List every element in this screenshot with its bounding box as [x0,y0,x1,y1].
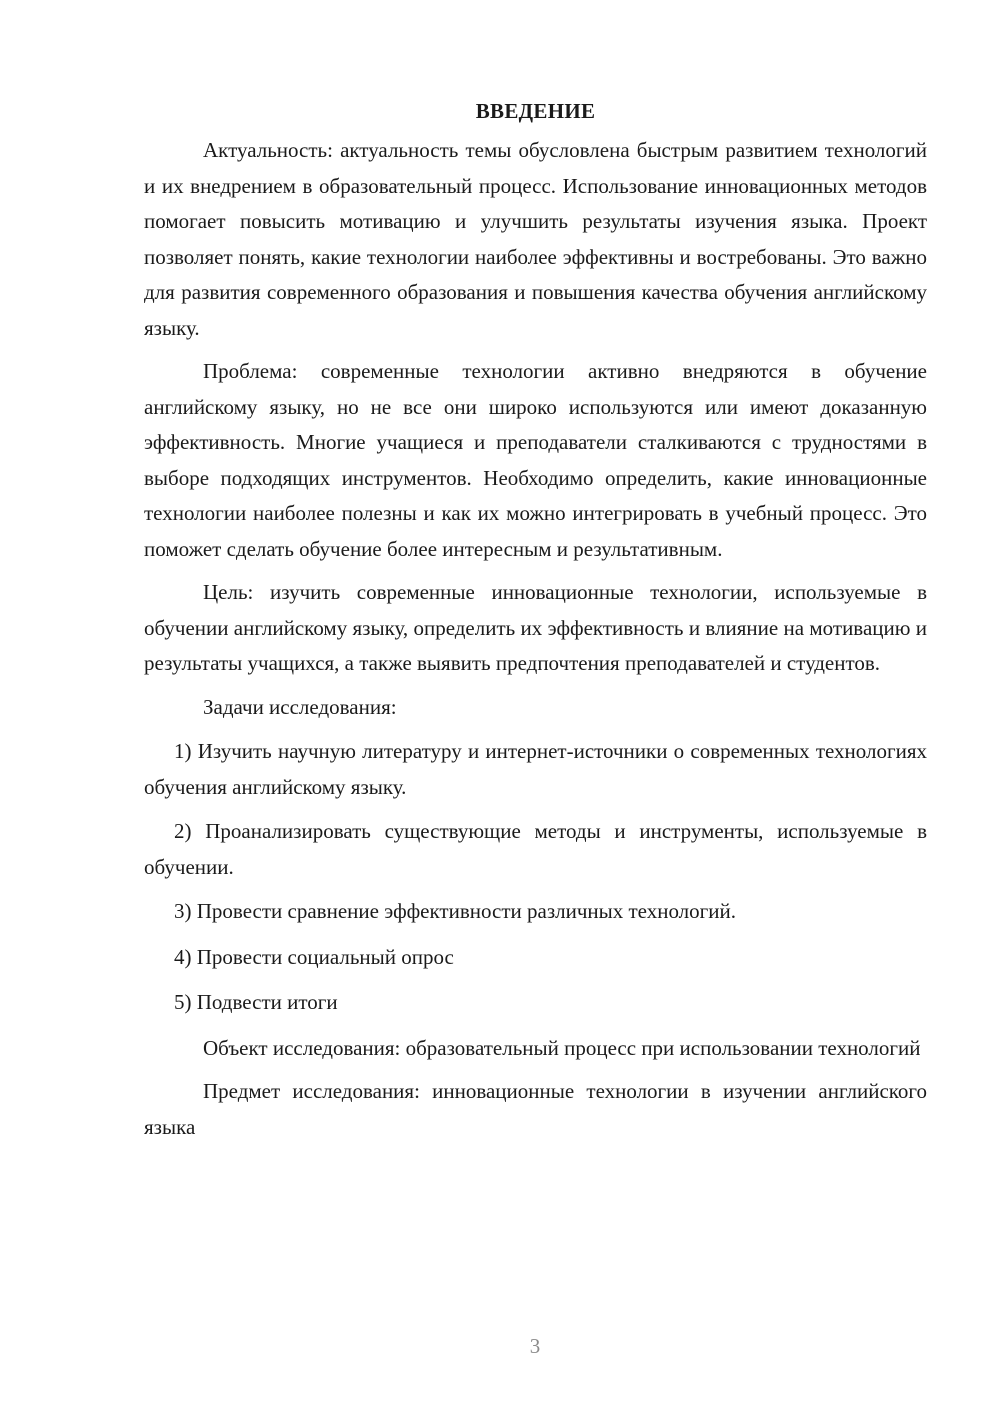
document-title: ВВЕДЕНИЕ [475,99,596,123]
goal-paragraph: Цель: изучить современные инновационные технологии, используемые в обучении английскому языку, определить их эффективность и влияние на мотивацию и результаты учащихся, а также выявить предпочтения преподавателей и студентов. [144,580,927,675]
object-paragraph: Объект исследования: образовательный процесс при использовании технологий [203,1035,921,1060]
task-item-5: 5) Подвести итоги [174,990,338,1014]
tasks-list [144,734,927,1021]
task-item-3: 3) Провести сравнение эффективности различных технологий. [174,899,736,923]
problem-paragraph: Проблема: современные технологии активно внедряются в обучение английскому языку, но не все они широко используются или имеют доказанную эффективность. Многие учащиеся и преподаватели сталкиваются с трудностями в выборе подходящих инструментов. Необходимо определить, какие инновационные технологии наиболее полезны и как их можно интегрировать в учебный процесс. Это поможет сделать обучение более интересным и результативным. [144,359,927,561]
subject-paragraph: Предмет исследования: инновационные технологии в изучении английского языка [144,1079,927,1139]
relevance-paragraph: Актуальность: актуальность темы обусловлена быстрым развитием технологий и их внедрением в образовательный процесс. Использование инновационных методов помогает повысить мотивацию и улучшить результаты изучения языка. Проект позволяет понять, какие технологии наиболее эффективны и востребованы. Это важно для развития современного образования и повышения качества обучения английскому языку. [144,138,927,340]
task-item-2: 2) Проанализировать существующие методы и инструменты, используемые в обучении. [144,819,927,879]
document-page [144,96,927,1153]
tasks-heading: Задачи исследования: [203,694,397,719]
task-item-4: 4) Провести социальный опрос [174,944,454,969]
task-item-1: 1) Изучить научную литературу и интернет-источники о современных технологиях обучения английскому языку. [144,739,927,799]
page-number: 3 [529,1334,541,1358]
